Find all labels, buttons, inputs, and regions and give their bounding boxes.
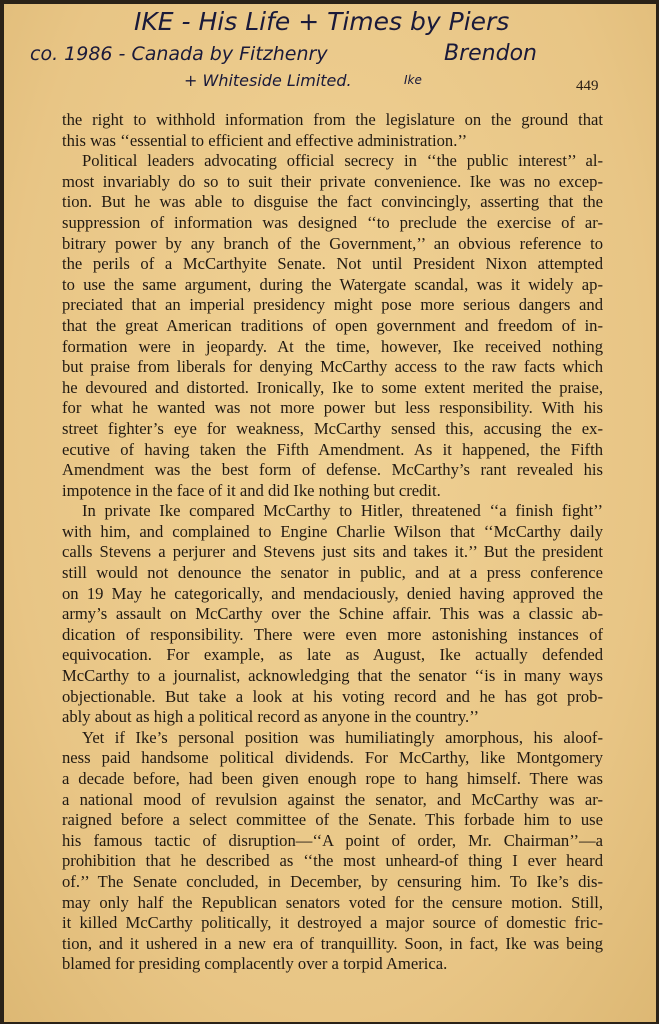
text-line: still would not denounce the senator in public, and at a press conference xyxy=(62,563,603,583)
text-line: the right to withhold information from the legislature on the ground that xyxy=(62,110,603,129)
text-line: dication of responsibility. There were even more astonishing instances of xyxy=(62,624,603,644)
text-line: calls Stevens a perjurer and Stevens just sits and takes it.’’ But the president xyxy=(62,542,603,562)
text-line: to use the same argument, during the Watergate scandal, was it widely ap- xyxy=(62,274,603,294)
text-line: most invariably do so to suit their private convenience. Ike was no excep- xyxy=(62,171,603,191)
text-line: army’s assault on McCarthy over the Schine affair. This was a classic ab- xyxy=(62,604,603,624)
text-line: formation were in jeopardy. At the time, however, Ike received nothing xyxy=(62,336,603,356)
text-line: but praise from liberals for denying McCarthy access to the raw facts which xyxy=(62,357,603,377)
text-line: blamed for presiding complacently over a torpid America. xyxy=(62,954,448,974)
text-line: a decade before, had been given enough rope to hang himself. There was xyxy=(62,769,603,788)
text-line: In private Ike compared McCarthy to Hitler, threatened ‘‘a finish fight’’ xyxy=(82,501,603,521)
text-line: that the great American traditions of open government and freedom of in- xyxy=(62,315,603,335)
text-line: the perils of a McCarthyite Senate. Not until President Nixon attempted xyxy=(62,254,603,274)
text-line: on 19 May he categorically, and mendaciously, denied having approved the xyxy=(62,583,603,603)
text-line: McCarthy to a journalist, acknowledging that the senator ‘‘is in many ways xyxy=(62,666,603,686)
text-line: ably about as high a political record as anyone in the country.’’ xyxy=(62,707,480,727)
text-line: he devoured and distorted. Ironically, Ike to some extent merited the praise, xyxy=(62,377,603,397)
text-line: preciated that an imperial presidency might pose more serious dangers and xyxy=(62,295,603,315)
text-line: this was ‘‘essential to efficient and effective administration.’’ xyxy=(62,130,468,150)
text-line: Yet if Ike’s personal position was humiliatingly amorphous, his aloof- xyxy=(82,727,603,747)
handwritten-publisher-cont: + Whiteside Limited. xyxy=(184,71,352,90)
text-line: prohibition that he described as ‘‘the most unheard-of thing I ever heard xyxy=(62,851,603,871)
text-line: impotence in the face of it and did Ike nothing but credit. xyxy=(62,480,441,500)
text-line: with him, and complained to Engine Charlie Wilson that ‘‘McCarthy daily xyxy=(62,521,603,541)
text-line: tion, and it ushered in a new era of tranquillity. Soon, in fact, Ike was being xyxy=(62,933,603,953)
text-line: his famous tactic of disruption—‘‘A point of order, Mr. Chairman’’—a xyxy=(62,830,603,850)
text-line: equivocation. For example, as late as August, Ike actually defended xyxy=(62,645,603,665)
text-line: Political leaders advocating official secrecy in ‘‘the public interest’’ al- xyxy=(82,151,603,171)
text-line: may only half the Republican senators voted for the censure motion. Still, xyxy=(62,892,603,912)
text-line: a national mood of revulsion against the senator, and McCarthy was ar- xyxy=(62,789,603,809)
text-line: ecutive of having taken the Fifth Amendment. As it happened, the Fifth xyxy=(62,439,603,459)
text-line: for what he wanted was not more power but less responsibility. With his xyxy=(62,398,603,418)
text-line: it killed McCarthy politically, it destroyed a major source of domestic fric- xyxy=(62,913,603,933)
text-line: of.’’ The Senate concluded, in December, by censuring him. To Ike’s dis- xyxy=(62,871,603,891)
text-line: objectionable. But take a look at his voting record and he has got prob- xyxy=(62,686,603,706)
text-line: raigned before a select committee of the Senate. This forbade him to use xyxy=(62,810,603,830)
text-line: ness paid handsome political dividends. For McCarthy, like Montgomery xyxy=(62,748,603,768)
text-line: tion. But he was able to disguise the fact convincingly, asserting that the xyxy=(62,192,603,212)
text-line: Amendment was the best form of defense. McCarthy’s rant revealed his xyxy=(62,460,603,480)
handwritten-note-ike: Ike xyxy=(404,73,422,87)
handwritten-author-surname: Brendon xyxy=(444,41,537,66)
text-line: bitrary power by any branch of the Government,’’ an obvious reference to xyxy=(62,233,603,253)
handwritten-publisher: co. 1986 - Canada by Fitzhenry xyxy=(30,43,328,65)
handwritten-title: IKE - His Life + Times by Piers xyxy=(134,7,510,36)
page-number: 449 xyxy=(576,78,599,94)
body-text xyxy=(62,110,603,975)
text-line: suppression of information was designed ‘‘to preclude the exercise of ar- xyxy=(62,212,603,232)
text-line: street fighter’s eye for weakness, McCarthy sensed this, accusing the ex- xyxy=(62,418,603,438)
book-page xyxy=(4,4,656,1022)
